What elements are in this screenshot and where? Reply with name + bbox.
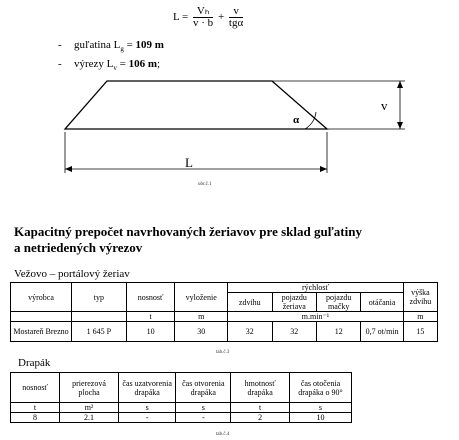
th-hmotnost: hmotnosť drapáka (231, 373, 290, 403)
unit-s: s (118, 403, 175, 413)
bullet-logs (58, 38, 164, 57)
th-otocenia: čas otočenia drapáka o 90° (289, 373, 351, 403)
th-vyska: výška zdvihu (403, 283, 437, 312)
bullet-cuts-sub: v (113, 64, 117, 73)
cell-vylozenie: 30 (175, 322, 228, 342)
label-L: L (185, 155, 193, 170)
th-otacania: otáčania (361, 293, 403, 312)
unit-s: s (289, 403, 351, 413)
bullet-cuts-value: 106 m (128, 58, 158, 71)
unit-speed: m.min⁻¹ (228, 312, 404, 322)
formula (173, 6, 245, 29)
arrow-L-right (320, 166, 327, 172)
unit-m2: m² (60, 403, 119, 413)
unit-t: t (126, 312, 175, 322)
cell-pojazdu-zeriava: 32 (272, 322, 316, 342)
cell-otacania: 0,7 ot/min (361, 322, 403, 342)
th-pojazdu-zeriava: pojazdu žeriava (272, 293, 316, 312)
th-vylozenie: vyloženie (175, 283, 228, 312)
cell-plocha: 2.1 (60, 413, 119, 423)
cell-pojazdu-macky: 12 (316, 322, 360, 342)
unit-t: t (231, 403, 290, 413)
bullet-logs-sub: g (120, 45, 124, 54)
bullet-cuts-suffix: ; (157, 58, 161, 71)
arrow-L-left (65, 166, 72, 172)
bullet-dash: - (58, 39, 62, 51)
bullet-logs-eq: = (123, 39, 136, 51)
grab-table (10, 372, 352, 423)
unit-t: t (11, 403, 60, 413)
formula-frac1-numerator: Vₕ (193, 6, 213, 18)
formula-fraction-1 (193, 6, 213, 29)
cell-typ: 1 645 P (72, 322, 127, 342)
cell-vyska: 15 (403, 322, 437, 342)
th-typ: typ (72, 283, 127, 312)
cell-uzatvorenia: - (118, 413, 175, 423)
table1-caption: tab.č.3 (216, 350, 230, 355)
section-title (14, 224, 362, 256)
bullet-cuts-prefix: výrezy L (74, 58, 114, 71)
th-nosnost: nosnosť (126, 283, 175, 312)
crane-table (10, 282, 438, 342)
cell-hmotnost: 2 (231, 413, 290, 423)
label-v: v (381, 98, 388, 113)
unit-m: m (175, 312, 228, 322)
formula-frac2-denominator: tgα (228, 17, 244, 29)
section-title-line-1: Kapacitný prepočet navrhovaných žeriavov pre sklad guľatiny (14, 224, 362, 239)
bullet-dash: - (58, 58, 62, 71)
bullet-logs-value: 109 m (135, 39, 164, 51)
cell-otvorenia: - (176, 413, 231, 423)
unit-m: m (403, 312, 437, 322)
formula-fraction-2 (229, 6, 243, 29)
th-otvorenia: čas otvorenia drapáka (176, 373, 231, 403)
label-alpha: α (293, 114, 300, 126)
unit-blank (72, 312, 127, 322)
table2-caption: tab.č.4 (216, 432, 230, 437)
table1-subtitle: Vežovo – portálový žeriav (14, 268, 130, 280)
trapezoid-shape (65, 81, 327, 129)
formula-lhs: L = (173, 11, 189, 24)
bullet-logs-prefix: guľatina L (74, 39, 121, 51)
figure-caption: obr.č.1 (198, 182, 212, 187)
table2-subtitle: Drapák (18, 357, 51, 369)
trapezoid-diagram (0, 70, 459, 180)
th-zdvihu: zdvihu (228, 293, 272, 312)
th-vyrobca: výrobca (11, 283, 72, 312)
th-rychlost: rýchlosť (228, 283, 404, 293)
cell-vyrobca: Mostareň Brezno (11, 322, 72, 342)
cell-nosnost: 8 (11, 413, 60, 423)
th-pojazdu-macky: pojazdu mačky (316, 293, 360, 312)
cell-otocenia: 10 (289, 413, 351, 423)
formula-plus: + (217, 11, 225, 24)
bullet-cuts-eq: = (116, 58, 129, 71)
formula-frac2-numerator: v (229, 6, 243, 18)
arrow-v-top (397, 81, 403, 88)
cell-nosnost: 10 (126, 322, 175, 342)
th-plocha: prierezová plocha (60, 373, 119, 403)
th-nosnost: nosnosť (11, 373, 60, 403)
formula-frac1-denominator: v · b (193, 17, 214, 29)
unit-blank (11, 312, 72, 322)
arrow-v-bottom (397, 122, 403, 129)
cell-zdvihu: 32 (228, 322, 272, 342)
section-title-line-2: a netriedených výrezov (14, 240, 143, 255)
th-uzatvorenia: čas uzatvorenia drapáka (118, 373, 175, 403)
unit-s: s (176, 403, 231, 413)
